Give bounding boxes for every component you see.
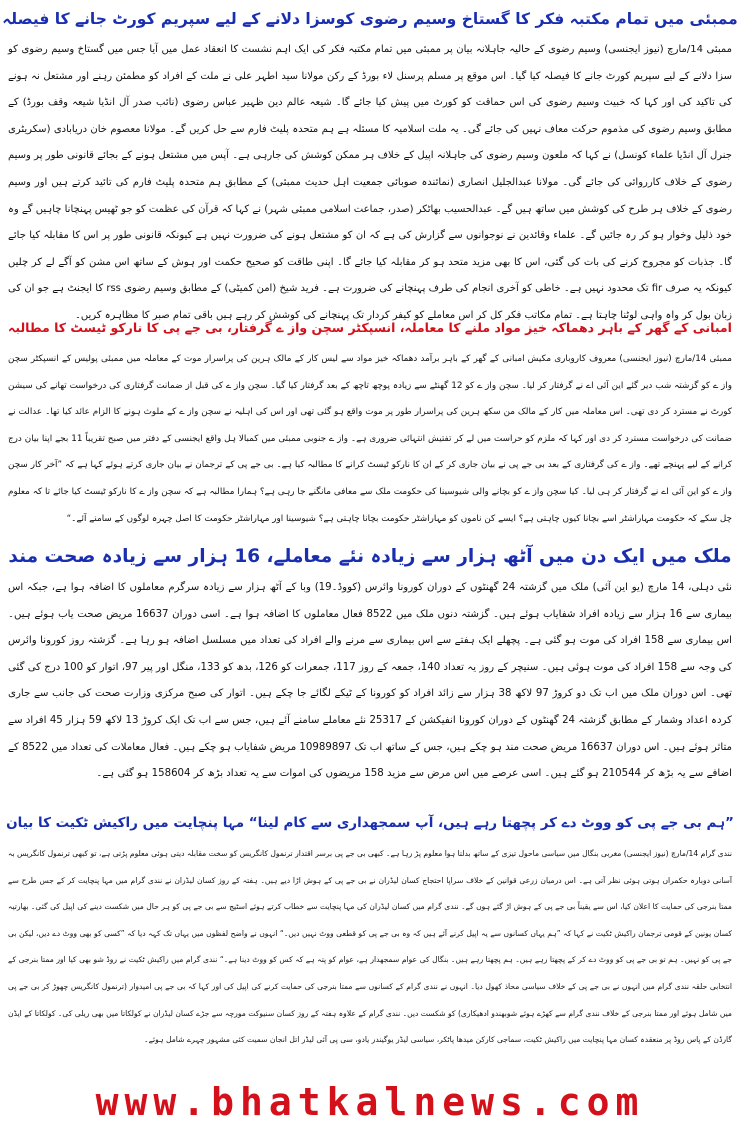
headline-rizvi-supreme-court: ممبئی میں تمام مکتبہ فکر کا گستاخ وسیم رضوی کوسزا دلانے کے لیے سپریم کورٹ جانے کا فیصلہ xyxy=(2,10,738,28)
article-body-ambani: ممبئی 14/مارچ (نیوز ایجنسی) معروف کاروباری مکیش امبانی کے گھر کے باہر برآمد دھماکہ خیز مواد سے لیس کار کے مالک ہرین کی پراسرار موت کے معاملہ میں ممبئی پولیس کے انسپکٹر سچن واز ے کو گزشتہ شب دیر گئے این آئی اے نے گرفتار کر لیا۔ سچن واز ے کو 12 گھنٹے سے زیادہ پوچھ تاچھ کے بعد گرفتار کیا گیا۔ سچن واز ے کی قبل از ضمانت گرفتاری کی درخواست تھانے کی سیشن کورٹ نے مسترد کر دی تھی۔ اس معاملہ میں کار کے مالک من سکھ ہرین کی پراسرار طور پر موت واقع ہو گئی تھی اور اس کی اہلیہ نے سچن واز ے کے ملوث ہونے کا الزام عائد کیا تھا۔ عدالت نے ضمانت کی درخواست مسترد کر دی اور کہا کہ ملزم کو حراست میں لے کر تفتیش انتہائی ضروری ہے۔ واز ے جنوبی ممبئی میں کمبالا ہل واقع ایجنسی کے دفتر میں صبح تقریباً 11 بجے اپنا بیان درج کرانے کے لیے پہنچے تھے۔ واز ے کی گرفتاری کے بعد بی جے پی نے بیان جاری کر کے ان کا نارکو ٹیسٹ کرانے کا مطالبہ کیا ہے۔ بی جے پی کے ترجمان نے بیان جاری کرتے ہوئے کہا ہے کہ ”آخر کار سچن واز ے کو این آئی اے نے گرفتار کر ہی لیا۔ کیا سچن واز ے کو بچانے والی شیوسینا کی حکومت ملک سے معافی مانگنے جا رہی ہے؟ ہمارا مطالبہ ہے کہ سچن واز ے کا نارکو ٹیسٹ کیا جائے تا کہ معلوم چل سکے کہ حکومت مہاراشٹر اسے بچانا کیوں چاہتی ہے؟ ایسے کن ناموں کو مہاراشٹر حکومت بچانا چاہتی ہے؟ شیوسینا اور مہاراشٹر حکومت کا اصل چہرہ لوگوں کے سامنے آئے۔“ xyxy=(8,354,733,524)
article-body-covid: نئی دہلی، 14 مارچ (یو این آئی) ملک میں گزشتہ 24 گھنٹوں کے دوران کورونا وائرس (کووڈ۔19) وبا کے آٹھ ہزار سے زیادہ سرگرم معاملوں کا اضافہ ہوا ہے، جبکہ اس بیماری سے 16 ہزار سے زیادہ افراد شفایاب ہوئے ہیں۔ گزشتہ دنوں ملک میں 8522 فعال معاملوں کا اضافہ ہوا ہے۔ اسی دوران 16637 مریض صحت یاب ہوئے ہیں۔ اس بیماری سے 158 افراد کی موت ہو گئی ہے۔ پچھلے ایک ہفتے سے اس بیماری سے مرنے والے افراد کی تعداد میں مسلسل اضافہ ہو رہا ہے۔ گزشتہ روز کورونا وائرس کی وجہ سے 158 افراد کی موت ہوئی ہیں۔ سنیچر کے روز یہ تعداد 140، جمعہ کے روز 117، جمعرات کو 126، بدھ کو 133، منگل اور پیر 97، اتوار کو 100 درج کی گئی تھی۔ اس دوران ملک میں اب تک دو کروڑ 97 لاکھ 38 ہزار سے زائد افراد کو کورونا کے ٹیکے لگائے جا چکے ہیں۔ اتوار کی صبح مرکزی وزارت صحت کی جانب سے جاری کردہ اعداد وشمار کے مطابق گزشتہ 24 گھنٹوں کے دوران کورونا انفیکشن کے 25317 نئے معاملے سامنے آئے ہیں، جس سے اب تک ایک کروڑ 13 لاکھ 59 ہزار 45 افراد سے متاثر ہوئے ہیں۔ اس دوران 16637 مریض صحت مند ہو چکے ہیں، جس کے ساتھ اب تک 10989897 مریض شفایاب ہو چکے ہیں۔ فعال معاملات کی تعداد میں 8522 کے اضافے سے یہ بڑھ کر 210544 ہو گئے ہیں۔ اسی عرصے میں اس مرض سے مزید 158 مریضوں کی اموات سے یہ تعداد بڑھ کر 158604 ہو گئی ہے۔ xyxy=(8,582,733,780)
headline-ambani-case: امبانی کے گھر کے باہر دھماکہ خیز مواد ملنے کا معاملہ، انسپکٹر سچن واز ے گرفتار، بی جے پی کا نارکو ٹیسٹ کا مطالبہ xyxy=(8,320,732,335)
headline-covid-cases: ملک میں ایک دن میں آٹھ ہزار سے زیادہ نئے معاملے، 16 ہزار سے زیادہ صحت مند xyxy=(8,546,732,567)
site-footer-link[interactable]: www.bhatkalnews.com xyxy=(95,1080,645,1124)
article-body-tikait: نندی گرام 14/مارچ (نیوز ایجنسی) مغربی بنگال میں سیاسی ماحول تیزی کے ساتھ بدلتا ہوا معلوم پڑ رہا ہے۔ کبھی بی جے پی برسر اقتدار ترنمول کانگریس کو سخت مقابلہ دیتی ہوئی معلوم پڑتی ہے، تو کبھی ترنمول کانگریس بہ آسانی دوبارہ حکمراں ہوتی ہوئی نظر آتی ہے۔ اس درمیان زرعی قوانین کے خلاف سراپا احتجاج کسان لیڈران نے بی جے پی کے ہوش اڑا دیے ہیں۔ ہفتہ کے روز کسان لیڈران نے نندی گرام میں مہا پنچایت کر کے جس طرح سے ممتا بنرجی کی حمایت کا اعلان کیا، اس سے یقیناً بی جے پی کے ہوش اڑ گئے ہوں گے۔ نندی گرام میں کسان لیڈران کی مہا پنچایت سے خطاب کرتے ہوئے اسٹیج سے بی جے پی کو ہر حال میں شکست دینے کی اپیل کی گئی۔ بھارتیہ کسان یونین کے قومی ترجمان راکیش ٹکیت نے کہا کہ ”ہم یہاں کسانوں سے یہ اپیل کرنے آئے ہیں کہ وہ بی جے پی کو قطعی ووٹ نہیں دیں۔“ انہوں نے واضح لفظوں میں یہاں تک کہہ دیا کہ ”کسی کو بھی ووٹ دے دیں، لیکن بی جے پی کو نہیں۔ ہم تو بی جے پی کو ووٹ دے کر کے پچھتا رہے ہیں۔ ہم پچھتا رہے ہیں۔ بنگال کی عوام سمجھدار ہے، عوام کو پتہ ہے کہ کس کو ووٹ دینا ہے۔“ نندی گرام میں راکیش ٹکیت نے روڈ شو بھی کیا اور ممتا بنرجی کے انتخابی حلقہ نندی گرام میں انہوں نے بی جے پی کے خلاف سیاسی محاذ کھول دیا۔ انہوں نے نندی گرام کے کسانوں سے ممتا بنرجی کی حمایت کرنے کی اپیل کی اور کہا کہ بی جے پی امیدوار (ترنمول کانگریس چھوڑ کر بی جے پی میں شامل ہوئے اور ممتا بنرجی کے خلاف نندی گرام سے کھڑے ہوئے شوبھندو ادھیکاری) کو شکست دیں۔ نندی گرام کے علاوہ ہفتہ کے روز کسان سنیوکت مورچہ سے جڑے کسان لیڈران نے کولکاتا میں بھی ریلی کی۔ کولکاتا کے ایڈن گارڈن کے پاس روڈ پر منعقدہ کسان مہا پنچایت میں راکیش ٹکیت، سماجی کارکن میدھا پاٹکر، سیاسی لیڈر یوگیندر یادو، سی پی آئی لیڈر اتل انجان سمیت کئی مشہور چہرے شامل ہوئے۔ xyxy=(8,849,733,1045)
article-body-rizvi: ممبئی 14/مارچ (نیوز ایجنسی) وسیم رضوی کے حالیہ جاہلانہ بیان پر ممبئی میں تمام مکتبہ فکر کی ایک اہم نشست کا انعقاد عمل میں آیا جس میں گستاخ وسیم رضوی کو سزا دلانے کے لیے سپریم کورٹ جانے کا فیصلہ کیا گیا۔ اس موقع پر مسلم پرسنل لاء بورڈ کے رکن مولانا سید اطہر علی نے ملت کے افراد کو مطمئن رہنے اور مشتعل نہ ہونے کی تاکید کی اور کہا کہ خبیث وسیم رضوی کی اس حماقت کو کورٹ میں پیش کیا جائے گا۔ شیعہ عالم دین ظہیر عباس رضوی (نائب صدر آل انڈیا شیعہ وقف بورڈ) کے مطابق وسیم رضوی کی مذموم حرکت معاف نہیں کی جائے گی۔ یہ ملت اسلامیہ کا مسئلہ ہے ہم متحدہ پلیٹ فارم سے حل کریں گے۔ مولانا معصوم خان دریابادی (سکریٹری جنرل آل انڈیا علماء کونسل) نے کہا کہ ملعون وسیم رضوی کی جاہلانہ اپیل کے خلاف ہر ممکن کوشش کی جارہی ہے۔ آپس میں مشتعل ہونے کے بجائے قانونی طور پر وسیم رضوی کے خلاف کارروائی کی جائے گی۔ مولانا عبدالجلیل انصاری (نمائندہ صوبائی جمعیت اہل حدیث ممبئی) کے مطابق ہم متحدہ پلیٹ فارم کی تائید کرتے ہیں اور وسیم رضوی کے خلاف ہر طرح کی کوشش میں ساتھ ہیں گے۔ عبدالحسیب بھاٹکر (صدر، جماعت اسلامی ممبئی شہر) نے کہا کہ قرآن کی عظمت کو جو ٹھیس پہنچانا چاہیں گے وہ خود ذلیل وخوار ہو کر رہ جائیں گے۔ علماء وقائدین نے نوجوانوں سے گزارش کی ہے کہ ان کو مشتعل ہونے کی ضرورت نہیں ہے کیونکہ قانونی طور پر اس کا مقابلہ کیا جائے گا۔ جذبات کو مجروح کرنے کی بات کی گئی، اس کا بھی مزید متحد ہو کر مقابلہ کیا جائے گا۔ اپنی طاقت کو صحیح حکمت اور ہوش کے ساتھ اس مشن کو آگے لے کر چلیں کیونکہ یہ صرف fir تک محدود نہیں ہے۔ خاطی کو آخری انجام کی طرف پہنچانے کی ضرورت ہے۔ فرید شیخ (امن کمیٹی) کے مطابق وسیم رضوی rss کا ایجنٹ ہے جو ان کی زبان بول کر واہ واہی لوٹنا چاہتا ہے۔ تمام مکاتب فکر کل کر اس معاملے کو کیفر کردار تک پہنچانے کی کوشش کر رہے ہیں باقی تمام صبر کا مظاہرہ کریں۔ xyxy=(8,44,732,321)
headline-tikait-mahapanchayat: ”ہم بی جے پی کو ووٹ دے کر پچھتا رہے ہیں، آپ سمجھداری سے کام لینا“ مہا پنچایت میں راکیش ٹکیت کا بیان xyxy=(6,815,734,831)
